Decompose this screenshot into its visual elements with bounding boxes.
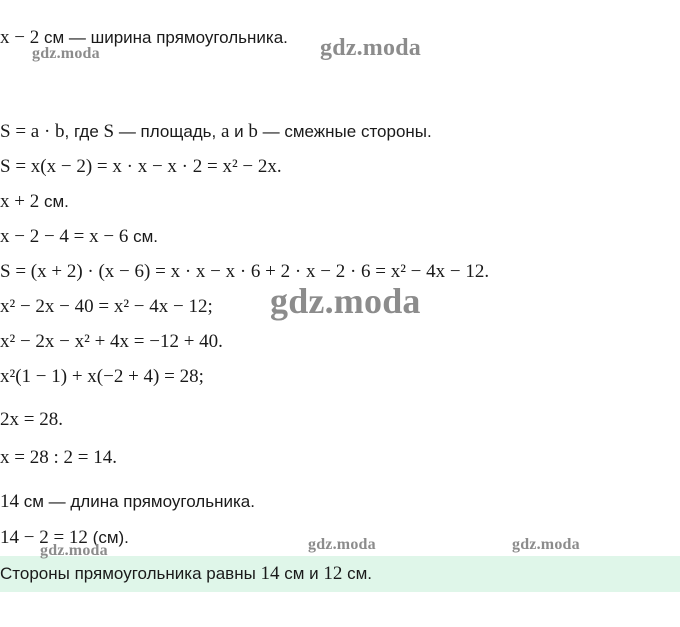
line-solution [0,446,117,470]
watermark: gdz.moda [308,536,376,553]
line-new-width [0,225,158,249]
line-area-formula [0,120,432,144]
line-text: см. [128,227,159,246]
math-expr: S [103,121,115,142]
line-equation-step [0,330,223,354]
math-expr: 14 − 2 = 12 [0,527,88,548]
math-expr: x² − 2x − x² + 4x = −12 + 40. [0,331,223,352]
answer-text: см. [342,564,373,583]
line-text: см. [39,192,69,211]
watermark: gdz.moda [270,281,421,321]
line-text: см — длина прямоугольника. [19,492,255,511]
math-expr: 14 [0,491,19,512]
line-text: см — ширина прямоугольника. [39,28,288,47]
math-expr: x²(1 − 1) + x(−2 + 4) = 28; [0,366,204,387]
math-expr: x = 28 : 2 = 14. [0,447,117,468]
math-expr: b [248,121,258,142]
math-expr: 12 [323,563,343,584]
line-text: , где [64,122,104,141]
answer-text: см и [279,564,324,583]
line-text: (см). [87,528,129,547]
watermark: gdz.moda [32,45,100,62]
answer-line [0,562,372,586]
watermark: gdz.moda [40,542,108,559]
line-text: — площадь, [114,122,221,141]
math-expr: S = x(x − 2) = x · x − x · 2 = x² − 2x. [0,156,282,177]
line-equation [0,295,213,319]
line-text: и [229,122,249,141]
watermark: gdz.moda [512,536,580,553]
math-expr: x − 2 − 4 = x − 6 [0,226,129,247]
line-new-length [0,190,69,214]
math-expr: x + 2 [0,191,40,212]
line-text: — смежные стороны. [257,122,432,141]
math-expr: 2x = 28. [0,409,63,430]
math-expr: x² − 2x − 40 = x² − 4x − 12; [0,296,213,317]
line-length-result [0,490,255,514]
math-expr: S = (x + 2) · (x − 6) = x · x − x · 6 + 2 · x − 2 · 6 = x² − 4x − 12. [0,261,490,282]
math-expr: 14 [260,563,280,584]
watermark: gdz.moda [320,35,421,61]
line-area-original [0,155,282,179]
line-linear [0,408,63,432]
math-expr: a [221,121,230,142]
line-equation-grouped [0,365,204,389]
math-expr: x − 2 [0,27,40,48]
math-expr: S = a · b [0,121,65,142]
answer-text: Стороны прямоугольника равны [0,564,261,583]
